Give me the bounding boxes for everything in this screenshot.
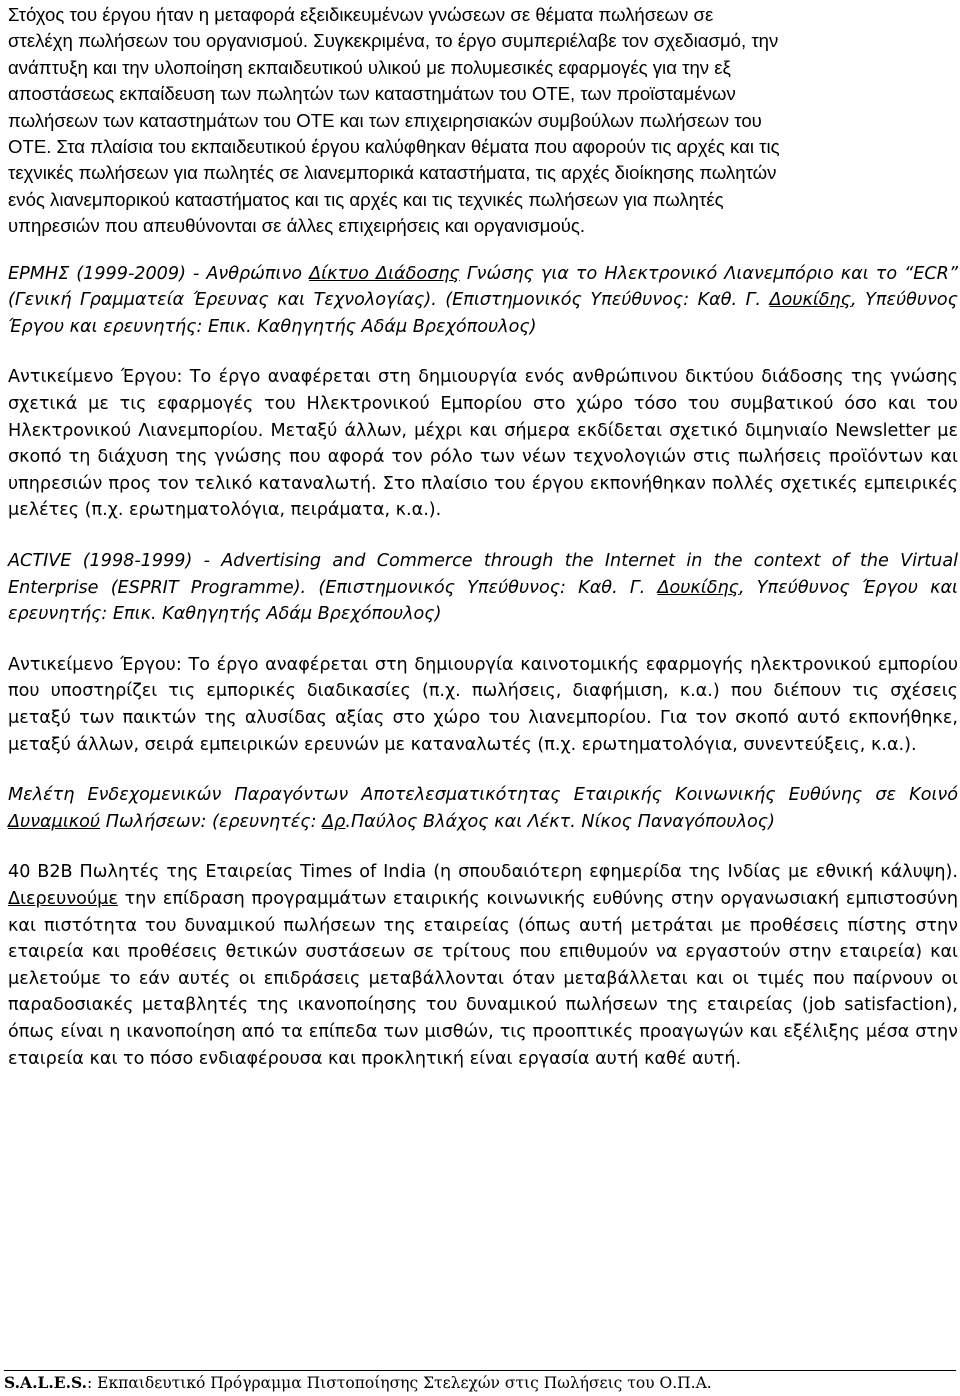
intro-line: πωλήσεων των καταστημάτων του ΟΤΕ και των επιχειρησιακών συμβούλων πωλήσεων του bbox=[8, 109, 762, 131]
intro-line: ενός λιανεμπορικού καταστήματος και τις αρχές και τις τεχνικές πωλήσεων για πωλητές bbox=[8, 188, 724, 210]
intro-line: ΟΤΕ. Στα πλαίσια του εκπαιδευτικού έργου καλύφθηκαν θέματα που αφορούν τις αρχές και τις bbox=[8, 136, 780, 158]
intro-line: υπηρεσιών που απευθύνονται σε άλλες επιχειρήσεις και οργανισμούς. bbox=[8, 215, 586, 237]
footer-brand: S.A.L.E.S. bbox=[4, 1373, 88, 1392]
csr-study-description: 40 B2B Πωλητές της Εταιρείας Times of India (η σπουδαιότερη εφημερίδα της Ινδίας με εθνική κάλυψη). Διερευνούμε την επίδραση προγραμμάτων εταιρικής κοινωνικής ευθύνης στην οργανωσιακή εμπιστοσύνη και πιστότητα του δυναμικού πωλήσεων της εταιρείας (όπως αυτή μετράται με προθέσεις πίστης στην εταιρεία και προθέσεις θετικών συστάσεων σε τρίτους που επιθυμούν να εργαστούν στην εταιρεία) και μελετούμε το εάν αυτές οι επιδράσεις μεταβάλλονται όταν μεταβάλλεται και οι τιμές που παίρνουν οι παραδοσιακές μεταβλητές της ικανοποίησης του δυναμικού πωλήσεων της εταιρείας (job satisfaction), όπως είναι η ικανοποίηση από τα επίπεδα των μισθών, τις προοπτικές προαγωγών και εξέλιξης μέσα στην εταιρεία και το πόσο ενδιαφέρουσα και προκλητική είναι εργασία αυτή καθέ αυτή. bbox=[8, 862, 958, 1069]
intro-line: Στόχος του έργου ήταν η μεταφορά εξειδικευμένων γνώσεων σε θέματα πωλήσεων σε bbox=[8, 4, 714, 25]
csr-study-title: Μελέτη Ενδεχομενικών Παραγόντων Αποτελεσματικότητας Εταιρικής Κοινωνικής Ευθύνης σε Κοινό Δυναμικού Πωλήσεων: (ερευνητές: Δρ.Παύλος Βλάχος και Λέκτ. Νίκος Παναγόπουλος) bbox=[8, 785, 958, 832]
page-footer bbox=[4, 1373, 712, 1393]
footer-text: : Εκπαιδευτικό Πρόγραμμα Πιστοποίησης Στελεχών στις Πωλήσεις του Ο.Π.Α. bbox=[87, 1374, 712, 1392]
active-project-description: Αντικείμενο Έργου: Το έργο αναφέρεται στη δημιουργία καινοτομικής εφαρμογής ηλεκτρονικού εμπορίου που υποστηρίζει τις εμπορικές διαδικασίες (π.χ. πωλήσεις, διαφήμιση, κ.α.) που διέπουν τις σχέσεις μεταξύ των παικτών της αλυσίδας αξίας στο χώρο του λιανεμπορίου. Για τον σκοπό αυτό εκπονήθηκε, μεταξύ άλλων, σειρά εμπειρικών ερευνών με καταναλωτές (π.χ. ερωτηματολόγια, συνεντεύξεις, κ.α.). bbox=[8, 654, 958, 755]
intro-line: ανάπτυξη και την υλοποίηση εκπαιδευτικού υλικού με πολυμεσικές εφαρμογές για την εξ bbox=[8, 56, 731, 78]
hermes-project-title: ΕΡΜΗΣ (1999-2009) - Ανθρώπινο Δίκτυο Διάδοσης Γνώσης για το Ηλεκτρονικό Λιανεμπόριο και το “ECR” (Γενική Γραμματεία Έρευνας και Τεχνολογίας). (Επιστημονικός Υπεύθυνος: Καθ. Γ. Δουκίδης, Υπεύθυνος Έργου και ερευνητής: Επικ. Καθηγητής Αδάμ Βρεχόπουλος) bbox=[8, 263, 959, 337]
footer-divider bbox=[4, 1370, 956, 1371]
intro-line: στελέχη πωλήσεων του οργανισμού. Συγκεκριμένα, το έργο συμπεριέλαβε τον σχεδιασμό, την bbox=[8, 30, 779, 52]
active-project-title: ACTIVE (1998-1999) - Advertising and Commerce through the Internet in the context of the Virtual Enterprise (ESPRIT Programme). (Επιστημονικός Υπεύθυνος: Καθ. Γ. Δουκίδης, Υπεύθυνος Έργου και ερευνητής: Επικ. Καθηγητής Αδάμ Βρεχόπουλος) bbox=[8, 551, 958, 625]
intro-line: αποστάσεως εκπαίδευση των πωλητών των καταστημάτων του ΟΤΕ, των προϊσταμένων bbox=[8, 83, 736, 105]
intro-line: τεχνικές πωλήσεων για πωλητές σε λιανεμπορικά καταστήματα, τις αρχές διοίκησης πωλητών bbox=[8, 162, 777, 184]
hermes-project-description: Αντικείμενο Έργου: Το έργο αναφέρεται στη δημιουργία ενός ανθρώπινου δικτύου διάδοσης της γνώσης σχετικά με τις εφαρμογές του Ηλεκτρονικού Εμπορίου στο χώρο τόσο του συμβατικού όσο και του Ηλεκτρονικού Λιανεμπορίου. Μεταξύ άλλων, μέχρι και σήμερα εκδίδεται σχετικό διμηνιαίο Newsletter με σκοπό τη διάχυση της γνώσης που αφορά τον ρόλο των νέων τεχνολογιών στις πωλήσεις προϊόντων και υπηρεσιών προς τον τελικό καταναλωτή. Στο πλαίσιο του έργου εκπονήθηκαν πολλές σχετικές εμπειρικές μελέτες (π.χ. ερωτηματολόγια, πειράματα, κ.α.). bbox=[8, 367, 958, 521]
document-page bbox=[8, 0, 958, 1072]
intro-paragraph bbox=[8, 0, 958, 240]
